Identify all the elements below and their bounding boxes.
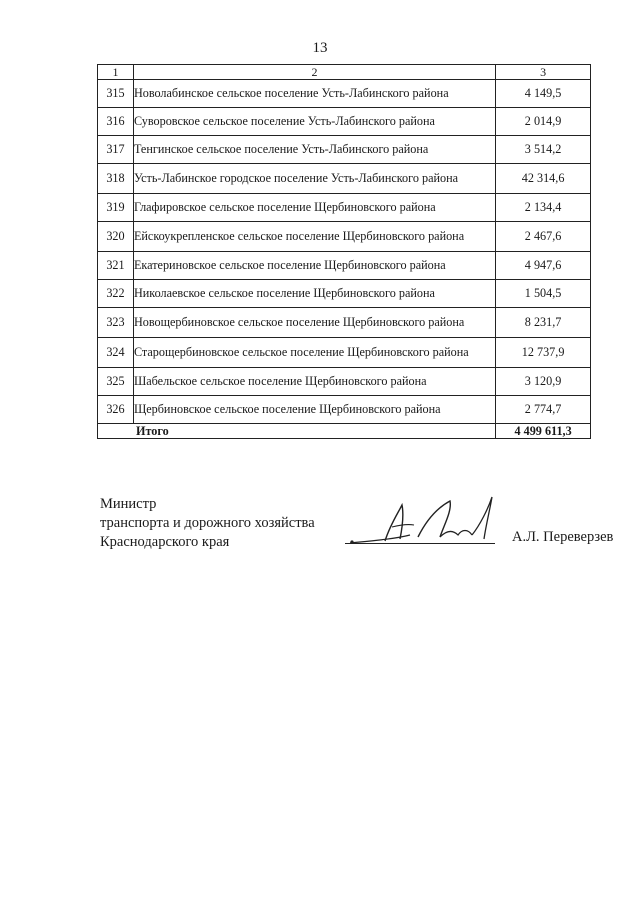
settlement-name: Суворовское сельское поселение Усть-Лабинского района bbox=[133, 108, 495, 136]
allocation-amount: 12 737,9 bbox=[496, 338, 591, 368]
allocation-amount: 2 134,4 bbox=[496, 194, 591, 222]
allocation-amount: 3 120,9 bbox=[496, 368, 591, 396]
allocation-amount: 2 014,9 bbox=[496, 108, 591, 136]
table-row bbox=[98, 396, 591, 424]
table-row bbox=[98, 338, 591, 368]
allocation-amount: 8 231,7 bbox=[496, 308, 591, 338]
allocation-amount: 2 774,7 bbox=[496, 396, 591, 424]
settlement-name: Ейскоукрепленское сельское поселение Щербиновского района bbox=[133, 222, 495, 252]
row-number: 320 bbox=[98, 222, 134, 252]
allocation-amount: 4 947,6 bbox=[496, 252, 591, 280]
settlement-name: Глафировское сельское поселение Щербиновского района bbox=[133, 194, 495, 222]
signatory-title bbox=[100, 495, 315, 552]
table-row bbox=[98, 252, 591, 280]
row-number: 324 bbox=[98, 338, 134, 368]
row-number: 317 bbox=[98, 136, 134, 164]
table-row bbox=[98, 164, 591, 194]
row-number: 319 bbox=[98, 194, 134, 222]
table-row bbox=[98, 194, 591, 222]
table-row bbox=[98, 136, 591, 164]
settlement-name: Николаевское сельское поселение Щербиновского района bbox=[133, 280, 495, 308]
settlement-name: Шабельское сельское поселение Щербиновского района bbox=[133, 368, 495, 396]
handwritten-signature bbox=[340, 495, 500, 550]
row-number: 316 bbox=[98, 108, 134, 136]
signatory-name: А.Л. Переверзев bbox=[512, 529, 614, 545]
allocation-amount: 42 314,6 bbox=[496, 164, 591, 194]
table-row bbox=[98, 368, 591, 396]
row-number: 323 bbox=[98, 308, 134, 338]
signatory-title-line: транспорта и дорожного хозяйства bbox=[100, 515, 315, 531]
table-body bbox=[98, 80, 591, 424]
signatory-title-line: Краснодарского края bbox=[100, 534, 230, 550]
table-header-row bbox=[98, 65, 591, 80]
total-amount: 4 499 611,3 bbox=[496, 424, 591, 439]
settlement-name: Усть-Лабинское городское поселение Усть-Лабинского района bbox=[133, 164, 495, 194]
allocation-amount: 3 514,2 bbox=[496, 136, 591, 164]
column-header: 1 bbox=[98, 65, 134, 80]
signature-line bbox=[345, 543, 495, 544]
row-number: 326 bbox=[98, 396, 134, 424]
table-row bbox=[98, 280, 591, 308]
allocation-amount: 4 149,5 bbox=[496, 80, 591, 108]
table-row bbox=[98, 108, 591, 136]
settlement-name: Тенгинское сельское поселение Усть-Лабинского района bbox=[133, 136, 495, 164]
row-number: 322 bbox=[98, 280, 134, 308]
allocation-amount: 2 467,6 bbox=[496, 222, 591, 252]
settlement-name: Старощербиновское сельское поселение Щербиновского района bbox=[133, 338, 495, 368]
table-row bbox=[98, 80, 591, 108]
signatory-title-line: Министр bbox=[100, 496, 157, 512]
row-number: 325 bbox=[98, 368, 134, 396]
row-number: 321 bbox=[98, 252, 134, 280]
settlement-name: Екатериновское сельское поселение Щербиновского района bbox=[133, 252, 495, 280]
allocation-amount: 1 504,5 bbox=[496, 280, 591, 308]
table-row bbox=[98, 222, 591, 252]
page-number: 13 bbox=[312, 40, 328, 56]
total-row bbox=[98, 424, 591, 439]
allocation-table bbox=[97, 64, 591, 439]
settlement-name: Новощербиновское сельское поселение Щербиновского района bbox=[133, 308, 495, 338]
column-header: 2 bbox=[133, 65, 495, 80]
total-label: Итого bbox=[98, 424, 496, 439]
settlement-name: Щербиновское сельское поселение Щербиновского района bbox=[133, 396, 495, 424]
table-row bbox=[98, 308, 591, 338]
column-header: 3 bbox=[496, 65, 591, 80]
row-number: 315 bbox=[98, 80, 134, 108]
row-number: 318 bbox=[98, 164, 134, 194]
settlement-name: Новолабинское сельское поселение Усть-Лабинского района bbox=[133, 80, 495, 108]
